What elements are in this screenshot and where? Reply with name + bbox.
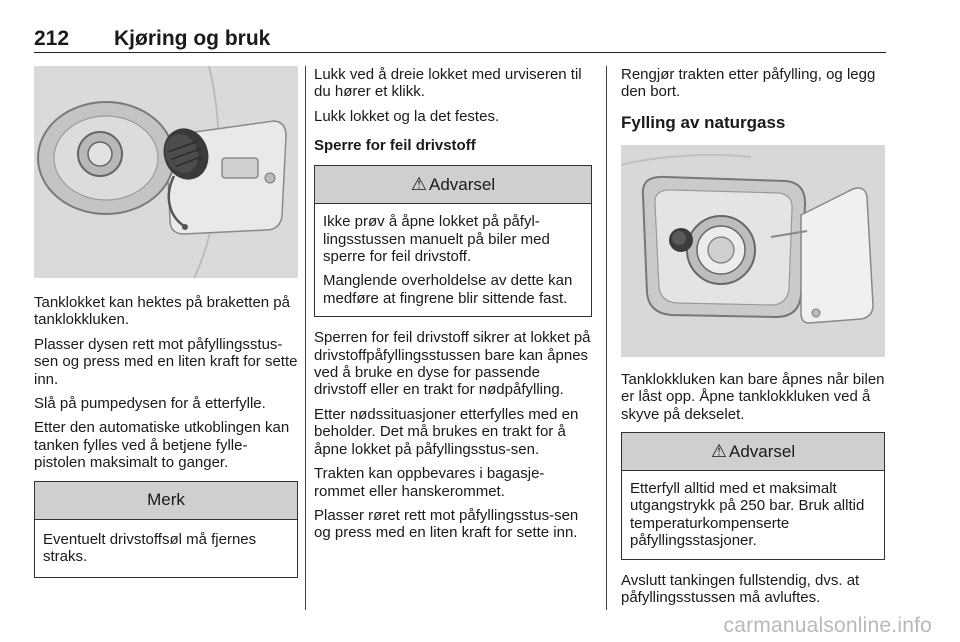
paragraph: Plasser dysen rett mot påfyllingsstus‐sen og press med en liten kraft for sette inn. — [34, 335, 298, 388]
column-2 — [314, 66, 592, 549]
warning-text: Etterfyll alltid med et maksimalt utgangstrykk på 250 bar. Bruk alltid temperaturkompenserte påfyllingsstasjoner. — [630, 480, 865, 550]
paragraph: Rengjør trakten etter påfylling, og legg den bort. — [621, 66, 876, 101]
column-divider — [606, 66, 607, 610]
watermark: carmanualsonline.info — [723, 614, 932, 637]
page-title: Kjøring og bruk — [114, 27, 271, 50]
paragraph: Tanklokkluken kan bare åpnes når bilen er låst opp. Åpne tanklokkluken ved å skyve på dekselet. — [621, 370, 885, 423]
paragraph: Sperren for feil drivstoff sikrer at lokket på drivstoffpåfyllingsstussen bare kan åpnes ved å bruke en dyse for passende drivstoff eller en trakt for nødpåfylling. — [314, 329, 591, 399]
warning-icon: ⚠ — [410, 174, 427, 195]
column-1 — [34, 66, 298, 578]
paragraph: Etter den automatiske utkoblingen kan tanken fylles ved å betjene fylle‐pistolen maksimalt to ganger. — [34, 419, 290, 472]
paragraph: Tanklokket kan hektes på braketten på tanklokkluken. — [34, 294, 290, 329]
gas-filler-illustration — [621, 145, 885, 357]
warning-text: Manglende overholdelse av dette kan medføre at fingrene blir sittende fast. — [323, 272, 573, 307]
fuel-cap-illustration — [34, 66, 298, 278]
warning-box — [621, 432, 885, 560]
column-divider — [305, 66, 306, 610]
warning-header — [315, 166, 591, 204]
paragraph: Etter nødssituasjoner etterfylles med en beholder. Det må brukes en trakt for å åpne lokket på påfyllingsstus‐sen. — [314, 405, 579, 458]
warning-text: Ikke prøv å åpne lokket på påfyl‐lingsstussen manuelt på biler med sperre for feil drivstoff. — [323, 213, 550, 266]
paragraph: Lukk ved å dreie lokket med urviseren til du hører et klikk. — [314, 66, 582, 101]
note-box — [34, 481, 298, 579]
note-text: Eventuelt drivstoffsøl må fjernes straks. — [43, 530, 257, 566]
page-number: 212 — [34, 27, 70, 50]
note-title: Merk — [35, 482, 297, 520]
section-heading: Sperre for feil drivstoff — [314, 137, 476, 155]
warning-icon: ⚠ — [710, 441, 727, 462]
paragraph: Slå på pumpedysen for å etterfylle. — [34, 395, 266, 413]
warning-title: Advarsel — [429, 174, 496, 194]
paragraph: Avslutt tankingen fullstendig, dvs. at påfyllingsstussen må avluftes. — [621, 571, 860, 607]
page-header — [34, 26, 886, 53]
section-heading: Fylling av naturgass — [621, 112, 786, 132]
warning-header — [622, 433, 884, 471]
paragraph: Trakten kan oppbevares i bagasje‐rommet eller hanskerommet. — [314, 465, 545, 500]
paragraph: Plasser røret rett mot påfyllingsstus‐sen og press med en liten kraft for sette inn. — [314, 506, 579, 542]
warning-box — [314, 165, 592, 317]
paragraph: Lukk lokket og la det festes. — [314, 107, 500, 125]
column-3 — [621, 66, 885, 613]
warning-title: Advarsel — [729, 441, 796, 461]
